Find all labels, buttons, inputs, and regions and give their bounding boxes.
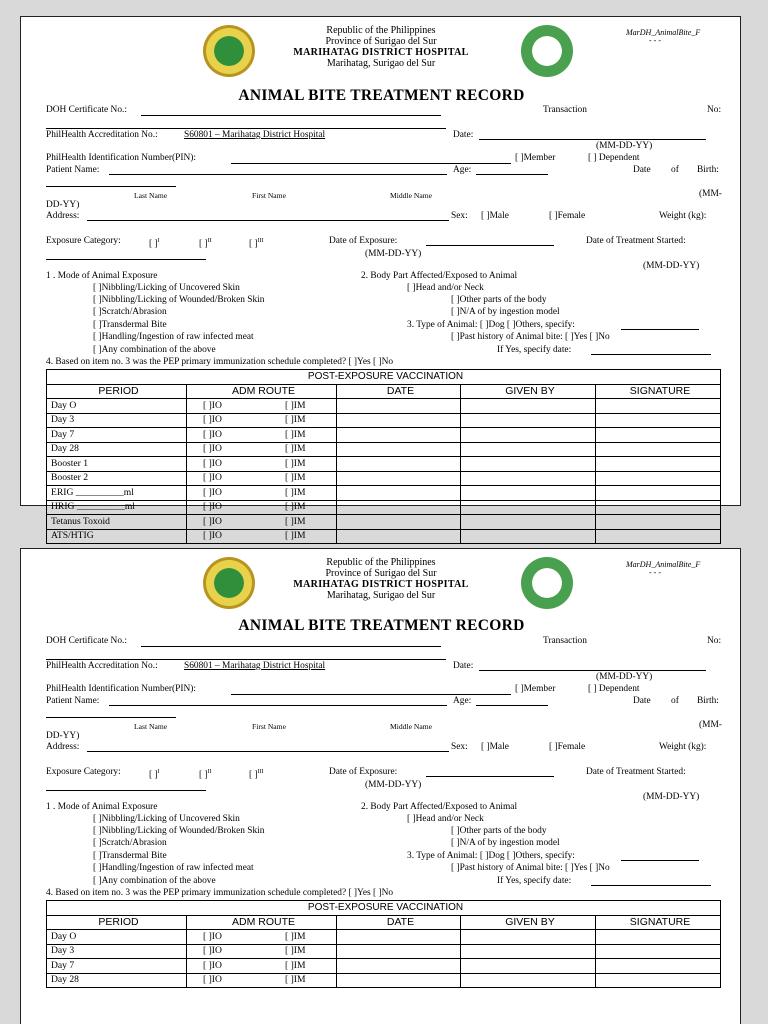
philhealth-accreditation-label: PhilHealth Accreditation No.: [46,661,158,671]
category-1-box: [ ] [149,239,158,250]
address-input[interactable] [87,220,449,221]
category-2-checkbox[interactable] [199,236,212,250]
period-cell: ERIG __________ml [47,486,187,501]
body-part-option[interactable]: [ ]N/A of by ingestion model [451,307,560,317]
philhealth-accreditation-label: PhilHealth Accreditation No.: [46,130,158,140]
province-seal-logo [203,557,255,609]
date-format-hint: (MM-DD-YY) [596,141,653,151]
route-im-checkbox[interactable]: [ ]IM [285,486,306,498]
route-cell [187,399,337,414]
category-1-checkbox[interactable] [149,767,160,781]
transaction-no-label: No: [707,636,722,646]
if-yes-label: If Yes, specify date: [497,876,572,886]
province-line: Province of Surigao del Sur [325,568,437,579]
mode-option[interactable]: [ ]Transdermal Bite [93,320,167,330]
route-cell [187,500,337,515]
table-row [47,973,721,988]
signature-cell[interactable] [596,944,721,959]
pep-question: 4. Based on item no. 3 was the PEP primary immunization schedule completed? [ ]Yes [ ]No [46,357,394,367]
body-part-option[interactable]: [ ]Head and/or Neck [407,283,484,293]
town-line: Marihatag, Surigao del Sur [326,590,436,601]
date-of-birth-label-2: of [671,165,679,175]
birth-format-hint-1: (MM- [699,189,722,199]
period-cell: HRIG __________ml [47,500,187,515]
birth-format-hint-2: DD-YY) [46,731,80,741]
form-code: MarDH_AnimalBite_F [626,28,701,37]
table-row [47,399,721,414]
col-period: PERIOD [47,384,187,399]
doh-cert-label: DOH Certificate No.: [46,105,127,115]
route-cell [187,486,337,501]
given-by-cell[interactable] [461,500,596,515]
route-cell [187,471,337,486]
table-row [47,413,721,428]
pin-label: PhilHealth Identification Number(PIN): [46,684,196,694]
form-sheet [20,16,741,542]
pep-question: 4. Based on item no. 3 was the PEP primary immunization schedule completed? [ ]Yes [ ]No [46,888,394,898]
table-row [47,515,721,530]
exposure-category-label: Exposure Category: [46,767,121,777]
period-cell: Day 28 [47,442,187,457]
date-cell[interactable] [337,930,461,945]
route-io-checkbox[interactable]: [ ]IO [203,486,222,498]
period-cell: Booster 1 [47,457,187,472]
category-3-numeral: III [257,769,264,775]
province-line: Province of Surigao del Sur [325,36,437,47]
table-row [47,930,721,945]
animal-type-field[interactable]: 3. Type of Animal: [ ]Dog [ ]Others, specify: [407,320,575,330]
philhealth-accreditation-value: S60801 – Marihatag District Hospital [184,130,326,140]
male-checkbox[interactable]: [ ]Male [481,211,509,221]
date-cell[interactable] [337,529,461,544]
republic-line: Republic of the Philippines [326,557,436,568]
route-im-checkbox[interactable]: [ ]IM [285,974,306,986]
given-by-cell[interactable] [461,442,596,457]
given-by-cell[interactable] [461,413,596,428]
route-cell [187,428,337,443]
mode-option[interactable]: [ ]Nibbling/Licking of Uncovered Skin [93,814,240,824]
route-im-checkbox[interactable]: [ ]IM [285,443,306,455]
category-2-box: [ ] [199,770,208,781]
date-cell[interactable] [337,428,461,443]
route-io-checkbox[interactable]: [ ]IO [203,501,222,513]
signature-cell[interactable] [596,959,721,974]
route-io-checkbox[interactable]: [ ]IO [203,443,222,455]
mode-option[interactable]: [ ]Handling/Ingestion of raw infected meat [93,863,254,873]
route-im-checkbox[interactable]: [ ]IM [285,472,306,484]
transaction-input[interactable] [46,659,446,660]
route-im-checkbox[interactable]: [ ]IM [285,428,306,440]
middle-name-caption: Middle Name [390,191,432,200]
age-label: Age: [453,165,472,175]
route-io-checkbox[interactable]: [ ]IO [203,414,222,426]
mode-option[interactable]: [ ]Nibbling/Licking of Wounded/Broken Skin [93,826,265,836]
given-by-cell[interactable] [461,457,596,472]
if-yes-label: If Yes, specify date: [497,345,572,355]
sex-label: Sex: [451,742,468,752]
doh-cert-input[interactable] [141,646,441,647]
body-part-option[interactable]: [ ]N/A of by ingestion model [451,838,560,848]
signature-cell[interactable] [596,930,721,945]
exposure-date-format: (MM-DD-YY) [365,780,422,790]
pin-label: PhilHealth Identification Number(PIN): [46,153,196,163]
category-3-numeral: III [257,238,264,244]
route-cell [187,442,337,457]
hospital-logo [521,25,573,77]
period-cell: Day 3 [47,944,187,959]
route-io-checkbox[interactable]: [ ]IO [203,428,222,440]
route-io-checkbox[interactable]: [ ]IO [203,530,222,542]
route-io-checkbox[interactable]: [ ]IO [203,974,222,986]
if-yes-date-input[interactable] [591,354,711,355]
category-3-box: [ ] [249,770,258,781]
patient-name-label: Patient Name: [46,165,100,175]
age-label: Age: [453,696,472,706]
table-row [47,959,721,974]
date-of-birth-label-1: Date [633,696,651,706]
mode-option[interactable]: [ ]Scratch/Abrasion [93,307,167,317]
route-io-checkbox[interactable]: [ ]IO [203,959,222,971]
period-cell: Day 7 [47,428,187,443]
given-by-cell[interactable] [461,973,596,988]
signature-cell[interactable] [596,399,721,414]
transaction-label: Transaction [543,105,587,115]
signature-cell[interactable] [596,442,721,457]
body-part-option[interactable]: [ ]Other parts of the body [451,826,547,836]
member-checkbox[interactable]: [ ]Member [515,153,556,163]
transaction-label: Transaction [543,636,587,646]
route-cell [187,413,337,428]
animal-specify-input[interactable] [621,860,699,861]
col-given-by: GIVEN BY [461,915,596,930]
address-input[interactable] [87,751,449,752]
patient-name-input[interactable] [109,174,447,175]
doh-cert-input[interactable] [141,115,441,116]
given-by-cell[interactable] [461,959,596,974]
route-im-checkbox[interactable]: [ ]IM [285,515,306,527]
mode-heading: 1 . Mode of Animal Exposure [46,802,158,812]
member-checkbox[interactable]: [ ]Member [515,684,556,694]
age-input[interactable] [476,174,548,175]
patient-name-input[interactable] [109,705,447,706]
transaction-no-label: No: [707,105,722,115]
body-part-heading: 2. Body Part Affected/Exposed to Animal [361,271,518,281]
col-signature: SIGNATURE [596,915,721,930]
address-label: Address: [46,211,80,221]
date-of-birth-label-1: Date [633,165,651,175]
table-row [47,442,721,457]
date-of-birth-label-3: Birth: [697,696,719,706]
route-io-checkbox[interactable]: [ ]IO [203,945,222,957]
form-sheet [20,548,741,1024]
route-io-checkbox[interactable]: [ ]IO [203,399,222,411]
col-date: DATE [337,384,461,399]
route-im-checkbox[interactable]: [ ]IM [285,930,306,942]
treatment-date-format: (MM-DD-YY) [643,261,700,271]
table-row [47,486,721,501]
table-row [47,471,721,486]
table-caption: POST-EXPOSURE VACCINATION [47,901,721,916]
mode-option[interactable]: [ ]Nibbling/Licking of Uncovered Skin [93,283,240,293]
route-im-checkbox[interactable]: [ ]IM [285,530,306,542]
body-part-option[interactable]: [ ]Head and/or Neck [407,814,484,824]
signature-cell[interactable] [596,486,721,501]
category-2-numeral: II [207,769,212,775]
date-treatment-started-label: Date of Treatment Started: [586,767,686,777]
route-im-checkbox[interactable]: [ ]IM [285,457,306,469]
signature-cell[interactable] [596,529,721,544]
route-im-checkbox[interactable]: [ ]IM [285,414,306,426]
exposure-date-format: (MM-DD-YY) [365,249,422,259]
date-treatment-started-label: Date of Treatment Started: [586,236,686,246]
form-code-sub: - - - [649,568,661,577]
table-row [47,457,721,472]
date-of-birth-label-2: of [671,696,679,706]
date-cell[interactable] [337,486,461,501]
date-of-exposure-label: Date of Exposure: [329,767,398,777]
col-given-by: GIVEN BY [461,384,596,399]
route-io-checkbox[interactable]: [ ]IO [203,457,222,469]
mode-option[interactable]: [ ]Any combination of the above [93,345,216,355]
province-seal-logo [203,25,255,77]
mode-option[interactable]: [ ]Any combination of the above [93,876,216,886]
post-exposure-table [46,900,721,988]
patient-name-label: Patient Name: [46,696,100,706]
date-cell[interactable] [337,413,461,428]
table-row [47,944,721,959]
hospital-name: MARIHATAG DISTRICT HOSPITAL [293,47,469,58]
category-1-numeral: I [157,238,160,244]
route-im-checkbox[interactable]: [ ]IM [285,959,306,971]
body-part-heading: 2. Body Part Affected/Exposed to Animal [361,802,518,812]
date-cell[interactable] [337,515,461,530]
date-cell[interactable] [337,500,461,515]
table-caption: POST-EXPOSURE VACCINATION [47,370,721,385]
given-by-cell[interactable] [461,486,596,501]
first-name-caption: First Name [252,191,286,200]
given-by-cell[interactable] [461,471,596,486]
period-cell: Day 28 [47,973,187,988]
mode-heading: 1 . Mode of Animal Exposure [46,271,158,281]
col-signature: SIGNATURE [596,384,721,399]
route-im-checkbox[interactable]: [ ]IM [285,501,306,513]
route-cell [187,944,337,959]
town-line: Marihatag, Surigao del Sur [326,58,436,69]
date-of-exposure-input[interactable] [426,776,554,777]
if-yes-date-input[interactable] [591,885,711,886]
route-io-checkbox[interactable]: [ ]IO [203,930,222,942]
female-checkbox[interactable]: [ ]Female [549,742,586,752]
date-label: Date: [453,130,474,140]
mode-option[interactable]: [ ]Scratch/Abrasion [93,838,167,848]
philhealth-accreditation-value: S60801 – Marihatag District Hospital [184,661,326,671]
date-of-birth-label-3: Birth: [697,165,719,175]
category-2-box: [ ] [199,239,208,250]
form-title: ANIMAL BITE TREATMENT RECORD [238,87,525,104]
animal-specify-input[interactable] [621,329,699,330]
category-3-checkbox[interactable] [249,236,264,250]
mode-option[interactable]: [ ]Transdermal Bite [93,851,167,861]
male-checkbox[interactable]: [ ]Male [481,742,509,752]
body-part-option[interactable]: [ ]Other parts of the body [451,295,547,305]
dependent-checkbox[interactable]: [ ] Dependent [588,684,640,694]
table-row [47,428,721,443]
first-name-caption: First Name [252,722,286,731]
signature-cell[interactable] [596,515,721,530]
last-name-caption: Last Name [134,722,168,731]
table-row [47,500,721,515]
date-format-hint: (MM-DD-YY) [596,672,653,682]
col-adm-route: ADM ROUTE [187,384,337,399]
past-history-field[interactable]: [ ]Past history of Animal bite: [ ]Yes [ ]No [451,332,610,342]
age-input[interactable] [476,705,548,706]
category-1-numeral: I [157,769,160,775]
hospital-name: MARIHATAG DISTRICT HOSPITAL [293,579,469,590]
route-cell [187,973,337,988]
animal-type-field[interactable]: 3. Type of Animal: [ ]Dog [ ]Others, specify: [407,851,575,861]
route-cell [187,930,337,945]
female-checkbox[interactable]: [ ]Female [549,211,586,221]
signature-cell[interactable] [596,973,721,988]
signature-cell[interactable] [596,457,721,472]
given-by-cell[interactable] [461,399,596,414]
exposure-category-label: Exposure Category: [46,236,121,246]
post-exposure-table [46,369,721,544]
date-treatment-input[interactable] [46,790,206,791]
date-of-exposure-label: Date of Exposure: [329,236,398,246]
birth-date-input[interactable] [46,717,176,718]
treatment-date-format: (MM-DD-YY) [643,792,700,802]
doh-cert-label: DOH Certificate No.: [46,636,127,646]
route-io-checkbox[interactable]: [ ]IO [203,472,222,484]
table-row [47,529,721,544]
form-code-sub: - - - [649,36,661,45]
date-cell[interactable] [337,442,461,457]
weight-label: Weight (kg): [659,211,707,221]
date-cell[interactable] [337,471,461,486]
route-im-checkbox[interactable]: [ ]IM [285,399,306,411]
dependent-checkbox[interactable]: [ ] Dependent [588,153,640,163]
col-period: PERIOD [47,915,187,930]
date-input[interactable] [479,670,706,671]
date-cell[interactable] [337,973,461,988]
col-adm-route: ADM ROUTE [187,915,337,930]
form-code: MarDH_AnimalBite_F [626,560,701,569]
birth-format-hint-2: DD-YY) [46,200,80,210]
sex-label: Sex: [451,211,468,221]
weight-label: Weight (kg): [659,742,707,752]
date-label: Date: [453,661,474,671]
date-cell[interactable] [337,457,461,472]
past-history-field[interactable]: [ ]Past history of Animal bite: [ ]Yes [ ]No [451,863,610,873]
route-cell [187,515,337,530]
given-by-cell[interactable] [461,515,596,530]
birth-date-input[interactable] [46,186,176,187]
route-cell [187,457,337,472]
col-date: DATE [337,915,461,930]
category-1-box: [ ] [149,770,158,781]
signature-cell[interactable] [596,471,721,486]
period-cell: Tetanus Toxoid [47,515,187,530]
period-cell: Day 3 [47,413,187,428]
given-by-cell[interactable] [461,428,596,443]
signature-cell[interactable] [596,413,721,428]
given-by-cell[interactable] [461,944,596,959]
pin-input[interactable] [231,694,511,695]
category-3-checkbox[interactable] [249,767,264,781]
route-cell [187,529,337,544]
category-3-box: [ ] [249,239,258,250]
mode-option[interactable]: [ ]Nibbling/Licking of Wounded/Broken Skin [93,295,265,305]
period-cell: Booster 2 [47,471,187,486]
date-of-exposure-input[interactable] [426,245,554,246]
given-by-cell[interactable] [461,529,596,544]
birth-format-hint-1: (MM- [699,720,722,730]
pin-input[interactable] [231,163,511,164]
signature-cell[interactable] [596,428,721,443]
mode-option[interactable]: [ ]Handling/Ingestion of raw infected meat [93,332,254,342]
hospital-logo [521,557,573,609]
period-cell: Day 7 [47,959,187,974]
date-cell[interactable] [337,399,461,414]
date-cell[interactable] [337,944,461,959]
date-input[interactable] [479,139,706,140]
date-treatment-input[interactable] [46,259,206,260]
period-cell: Day O [47,930,187,945]
last-name-caption: Last Name [134,191,168,200]
transaction-input[interactable] [46,128,446,129]
category-2-checkbox[interactable] [199,767,212,781]
period-cell: ATS/HTIG [47,529,187,544]
period-cell: Day O [47,399,187,414]
category-2-numeral: II [207,238,212,244]
form-title: ANIMAL BITE TREATMENT RECORD [238,617,525,634]
republic-line: Republic of the Philippines [326,25,436,36]
signature-cell[interactable] [596,500,721,515]
given-by-cell[interactable] [461,930,596,945]
middle-name-caption: Middle Name [390,722,432,731]
address-label: Address: [46,742,80,752]
route-im-checkbox[interactable]: [ ]IM [285,945,306,957]
route-cell [187,959,337,974]
route-io-checkbox[interactable]: [ ]IO [203,515,222,527]
category-1-checkbox[interactable] [149,236,160,250]
date-cell[interactable] [337,959,461,974]
